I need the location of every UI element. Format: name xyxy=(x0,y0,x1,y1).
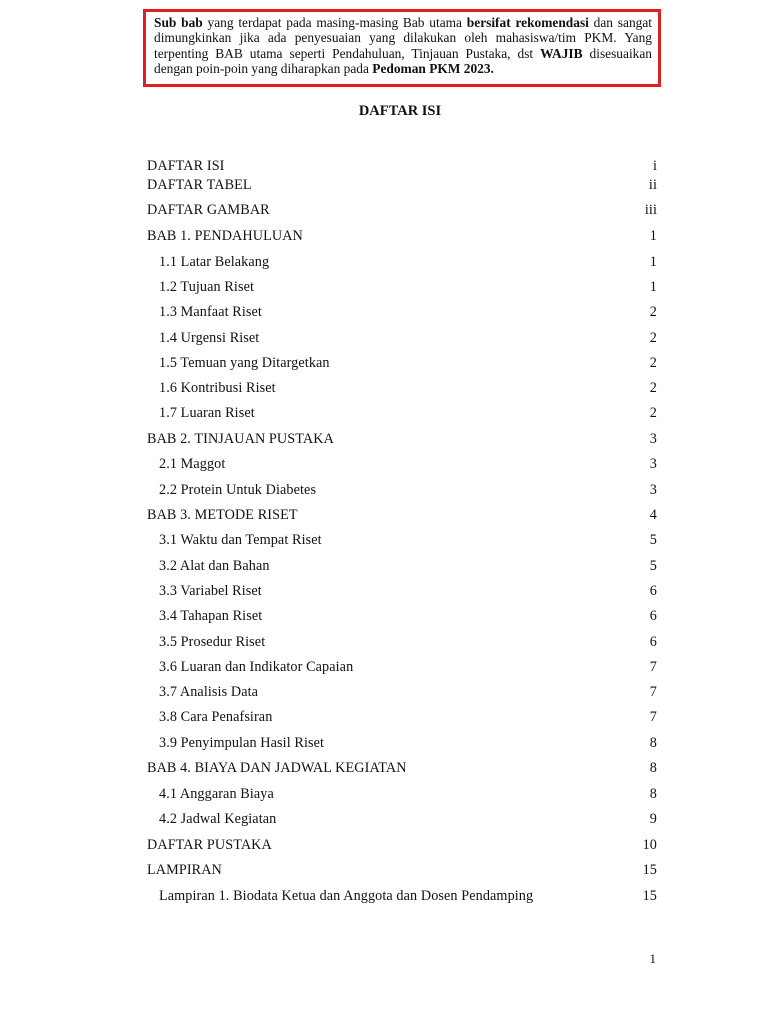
toc-entry-page: iii xyxy=(644,202,657,218)
toc-entry-label: 4.1 Anggaran Biaya xyxy=(159,786,274,802)
note-text-2: dan sangat dimungkinkan jika ada penyesuaian yang dilakukan oleh mahasiswa/tim PKM. Yang terpenting BAB utama seperti Pendahuluan, Tinjauan Pustaka, dst xyxy=(154,15,652,61)
toc-entry-label: 2.1 Maggot xyxy=(159,456,226,472)
toc-entry-page: 2 xyxy=(649,355,657,371)
toc-entry xyxy=(147,482,657,499)
toc-entry xyxy=(147,558,657,575)
toc-entry xyxy=(147,862,657,879)
toc-entry-page: 2 xyxy=(649,304,657,320)
toc-entry-page: 7 xyxy=(649,684,657,700)
note-bold-wajib: WAJIB xyxy=(540,45,583,61)
toc-entry xyxy=(147,583,657,600)
toc-entry-page: i xyxy=(652,158,657,174)
toc-entry-page: 1 xyxy=(649,228,657,244)
toc-entry-label: 1.7 Luaran Riset xyxy=(159,405,255,421)
toc-entry-page: 7 xyxy=(649,709,657,725)
toc-entry xyxy=(147,735,657,752)
toc-entry-page: 2 xyxy=(649,380,657,396)
toc-entry-label: 2.2 Protein Untuk Diabetes xyxy=(159,482,317,498)
toc-entry-page: 15 xyxy=(642,862,657,878)
toc-entry-label: DAFTAR TABEL xyxy=(147,177,252,193)
toc-entry-label: 3.1 Waktu dan Tempat Riset xyxy=(159,532,322,548)
toc-entry-page: 6 xyxy=(649,634,657,650)
toc-entry xyxy=(147,760,657,777)
toc-entry-page: 7 xyxy=(649,659,657,675)
toc-entry-page: 8 xyxy=(649,760,657,776)
toc-entry-label: BAB 3. METODE RISET xyxy=(147,507,298,523)
toc-entry-label: 3.6 Luaran dan Indikator Capaian xyxy=(159,659,354,675)
toc-entry-label: 1.6 Kontribusi Riset xyxy=(159,380,276,396)
toc-entry-label: 3.8 Cara Penafsiran xyxy=(159,709,273,725)
toc-entry-label: 3.2 Alat dan Bahan xyxy=(159,558,270,574)
toc-entry xyxy=(147,202,657,219)
toc-entry xyxy=(147,684,657,701)
toc-entry-page: 6 xyxy=(649,608,657,624)
toc-entry-page: 1 xyxy=(649,254,657,270)
toc-entry xyxy=(147,456,657,473)
page-number: 1 xyxy=(649,951,656,966)
toc-entry-label: BAB 2. TINJAUAN PUSTAKA xyxy=(147,431,334,447)
toc-entry xyxy=(147,279,657,296)
toc-entry-label: 1.1 Latar Belakang xyxy=(159,254,270,270)
toc-entry-page: 3 xyxy=(649,456,657,472)
toc-entry xyxy=(147,228,657,245)
toc-entry xyxy=(147,659,657,676)
note-bold-pedoman: Pedoman PKM 2023. xyxy=(372,61,494,77)
toc-entry-label: Lampiran 1. Biodata Ketua dan Anggota dan Dosen Pendamping xyxy=(159,888,534,904)
toc-entry-page: 15 xyxy=(642,888,657,904)
toc-entry-label: 1.2 Tujuan Riset xyxy=(159,279,255,295)
toc-entry xyxy=(147,837,657,854)
toc-entry-page: 6 xyxy=(649,583,657,599)
toc-entry xyxy=(147,254,657,271)
toc-entry xyxy=(147,177,657,194)
toc-entry-page: 8 xyxy=(649,735,657,751)
toc-entry-page: 10 xyxy=(642,837,657,853)
toc-entry xyxy=(147,709,657,726)
toc-entry-page: 5 xyxy=(649,532,657,548)
toc-entry-page: 2 xyxy=(649,330,657,346)
toc-entry-label: 3.9 Penyimpulan Hasil Riset xyxy=(159,735,325,751)
toc-entry xyxy=(147,405,657,422)
toc-entry-page: 4 xyxy=(649,507,657,523)
toc-entry xyxy=(147,380,657,397)
toc-entry xyxy=(147,304,657,321)
toc-entry-label: 3.3 Variabel Riset xyxy=(159,583,262,599)
toc-entry-label: 1.4 Urgensi Riset xyxy=(159,330,260,346)
toc-entry-page: ii xyxy=(648,177,657,193)
recommendation-note xyxy=(143,9,661,87)
toc-entry xyxy=(147,786,657,803)
toc-entry xyxy=(147,158,657,175)
toc-entry xyxy=(147,634,657,651)
toc-entry-page: 3 xyxy=(649,431,657,447)
toc-entry xyxy=(147,355,657,372)
toc-title: DAFTAR ISI xyxy=(358,103,442,119)
toc-entry xyxy=(147,811,657,828)
toc-entry-page: 1 xyxy=(649,279,657,295)
toc-entry-page: 9 xyxy=(649,811,657,827)
toc-entry-label: LAMPIRAN xyxy=(147,862,222,878)
toc-entry-label: 4.2 Jadwal Kegiatan xyxy=(159,811,277,827)
note-bold-sub-bab: Sub bab xyxy=(154,15,203,30)
note-text-3: disesuaikan dengan poin-poin yang diharapkan pada xyxy=(154,45,653,77)
toc-entry xyxy=(147,608,657,625)
toc-entry xyxy=(147,532,657,549)
note-bold-rekomendasi: bersifat rekomendasi xyxy=(466,15,589,30)
toc-entry-label: DAFTAR ISI xyxy=(147,158,225,174)
toc-entry-page: 2 xyxy=(649,405,657,421)
toc-entry-label: 1.5 Temuan yang Ditargetkan xyxy=(159,355,330,371)
toc-entry-label: 3.7 Analisis Data xyxy=(159,684,259,700)
toc-entry-label: 1.3 Manfaat Riset xyxy=(159,304,262,320)
toc-entry-label: BAB 4. BIAYA DAN JADWAL KEGIATAN xyxy=(147,760,407,776)
note-text-1: yang terdapat pada masing-masing Bab utama xyxy=(202,15,467,30)
toc-entry-label: 3.5 Prosedur Riset xyxy=(159,634,266,650)
toc-entry-page: 8 xyxy=(649,786,657,802)
toc-entry xyxy=(147,330,657,347)
toc-entry-label: 3.4 Tahapan Riset xyxy=(159,608,263,624)
toc-entry-label: BAB 1. PENDAHULUAN xyxy=(147,228,303,244)
toc-entry xyxy=(147,431,657,448)
toc-entry-label: DAFTAR GAMBAR xyxy=(147,202,270,218)
toc-entry-page: 5 xyxy=(649,558,657,574)
toc-entry xyxy=(147,888,657,905)
toc-entry-label: DAFTAR PUSTAKA xyxy=(147,837,272,853)
toc-entry-page: 3 xyxy=(649,482,657,498)
toc-entry xyxy=(147,507,657,524)
